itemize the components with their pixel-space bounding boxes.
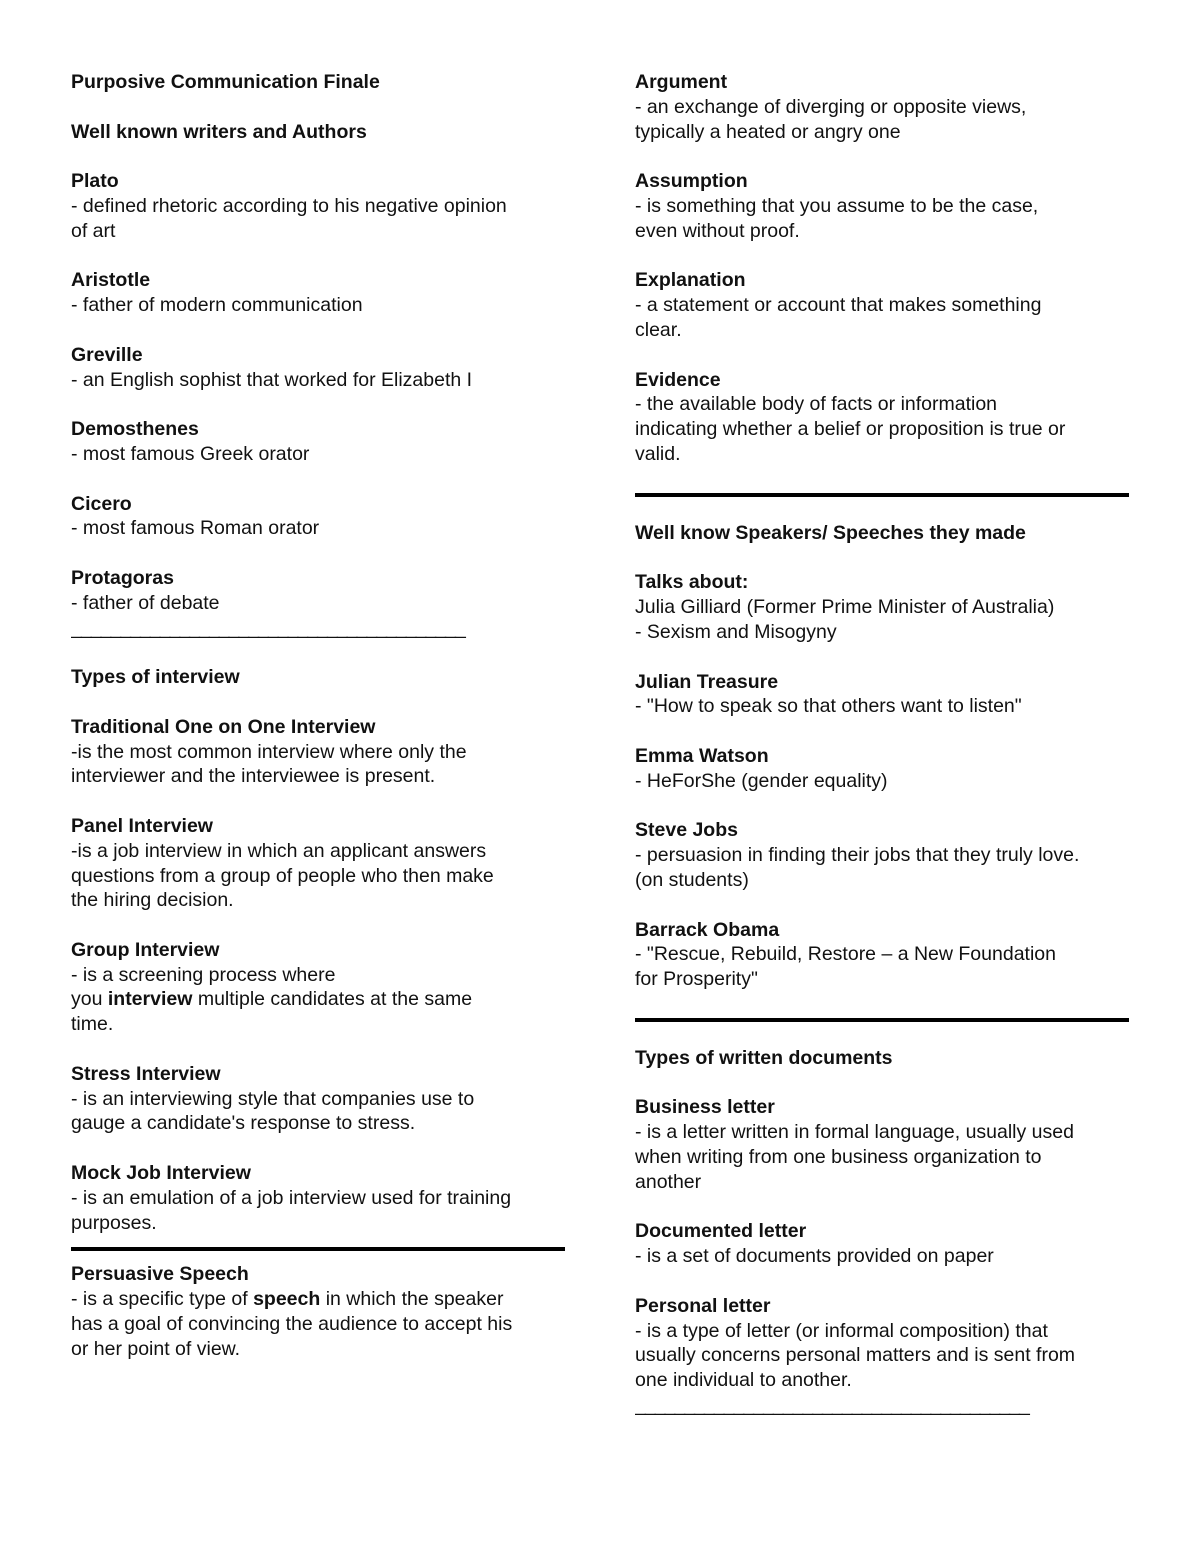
interview-desc: - is an interviewing style that companies use to [71, 1087, 475, 1110]
section-heading-interview: Types of interview [71, 666, 240, 689]
speaker-desc: for Prosperity" [635, 968, 758, 991]
writer-desc: - an English sophist that worked for Elizabeth I [71, 368, 473, 391]
text-run: in which the speaker [320, 1288, 504, 1311]
interview-desc: gauge a candidate's response to stress. [71, 1112, 416, 1135]
interview-name: Traditional One on One Interview [71, 715, 376, 738]
writer-desc: - most famous Greek orator [71, 442, 310, 465]
interview-desc: the hiring decision. [71, 889, 234, 912]
document-desc: - is a set of documents provided on paper [635, 1245, 994, 1268]
term-desc: typically a heated or angry one [635, 120, 901, 143]
section-divider [71, 1247, 565, 1251]
section-heading-speakers: Well know Speakers/ Speeches they made [635, 521, 1026, 544]
interview-desc: purposes. [71, 1211, 157, 1234]
speaker-desc: - persuasion in finding their jobs that they truly love. [635, 844, 1080, 867]
writer-name: Protagoras [71, 566, 174, 589]
interview-desc [71, 987, 571, 1012]
term-desc: - is something that you assume to be the case, [635, 194, 1039, 217]
writer-desc: of art [71, 219, 116, 242]
speaker-name: Talks about: [635, 571, 749, 594]
interview-name: Panel Interview [71, 814, 213, 837]
speaker-desc: - "Rescue, Rebuild, Restore – a New Foundation [635, 943, 1056, 966]
term-name: Explanation [635, 269, 746, 292]
document-name: Personal letter [635, 1294, 771, 1317]
section-heading-documents: Types of written documents [635, 1046, 893, 1069]
writer-name: Cicero [71, 492, 132, 515]
document-desc: another [635, 1170, 702, 1193]
speaker-name: Julian Treasure [635, 670, 779, 693]
right-column [635, 70, 1135, 1418]
persuasive-speech-heading: Persuasive Speech [71, 1263, 249, 1286]
speaker-name: Barrack Obama [635, 918, 780, 941]
dash-divider: ________________________________________ [635, 1394, 1029, 1417]
term-desc: - the available body of facts or information [635, 393, 998, 416]
term-desc: indicating whether a belief or proposition is true or [635, 418, 1066, 441]
term-desc: - an exchange of diverging or opposite views, [635, 95, 1027, 118]
speaker-desc: - "How to speak so that others want to listen" [635, 695, 1022, 718]
term-desc: even without proof. [635, 219, 800, 242]
left-column [71, 70, 571, 1362]
speaker-desc: Julia Gilliard (Former Prime Minister of Australia) [635, 596, 1055, 619]
persuasive-desc: or her point of view. [71, 1337, 241, 1360]
writer-desc: - father of debate [71, 591, 220, 614]
document-name: Documented letter [635, 1220, 807, 1243]
interview-desc: - is a screening process where [71, 963, 336, 986]
document-desc: one individual to another. [635, 1369, 852, 1392]
section-divider [635, 493, 1129, 497]
interview-desc: questions from a group of people who then make [71, 864, 494, 887]
page-title: Purposive Communication Finale [71, 71, 380, 93]
persuasive-desc: has a goal of convincing the audience to accept his [71, 1313, 513, 1336]
writer-name: Demosthenes [71, 418, 199, 441]
bold-term: interview [107, 988, 193, 1011]
section-heading-writers: Well known writers and Authors [71, 120, 367, 143]
term-name: Assumption [635, 170, 748, 193]
document-desc: - is a type of letter (or informal composition) that [635, 1319, 1048, 1342]
text-run: - is a specific type of [71, 1288, 254, 1311]
writer-desc: - most famous Roman orator [71, 517, 320, 540]
speaker-name: Steve Jobs [635, 819, 738, 842]
interview-name: Mock Job Interview [71, 1162, 251, 1185]
document-desc: - is a letter written in formal language, usually used [635, 1121, 1074, 1144]
document-desc: when writing from one business organization to [635, 1146, 1042, 1169]
writer-name: Plato [71, 170, 119, 193]
speaker-name: Emma Watson [635, 744, 769, 767]
speaker-desc: (on students) [635, 868, 749, 891]
interview-name: Group Interview [71, 938, 220, 961]
text-run: you [71, 988, 108, 1011]
speaker-desc: - Sexism and Misogyny [635, 620, 837, 643]
section-divider [635, 1018, 1129, 1022]
document-desc: usually concerns personal matters and is sent from [635, 1344, 1076, 1367]
interview-desc: interviewer and the interviewee is present. [71, 765, 436, 788]
interview-name: Stress Interview [71, 1062, 221, 1085]
speaker-desc: - HeForShe (gender equality) [635, 769, 888, 792]
bold-term: speech [253, 1288, 321, 1311]
term-name: Evidence [635, 368, 721, 391]
interview-desc: - is an emulation of a job interview used for training [71, 1186, 512, 1209]
document-name: Business letter [635, 1096, 775, 1119]
interview-desc: time. [71, 1013, 114, 1036]
term-desc: - a statement or account that makes something [635, 294, 1042, 317]
interview-desc: -is the most common interview where only the [71, 740, 467, 763]
persuasive-desc [71, 1287, 571, 1312]
writer-name: Greville [71, 343, 143, 366]
writer-name: Aristotle [71, 269, 151, 292]
term-name: Argument [635, 71, 728, 93]
text-run: multiple candidates at the same [192, 988, 473, 1011]
dash-divider: ________________________________________ [71, 616, 465, 639]
writer-desc: - defined rhetoric according to his negative opinion [71, 194, 507, 217]
interview-desc: -is a job interview in which an applicant answers [71, 839, 487, 862]
term-desc: valid. [635, 442, 681, 465]
writer-desc: - father of modern communication [71, 294, 363, 317]
term-desc: clear. [635, 318, 682, 341]
